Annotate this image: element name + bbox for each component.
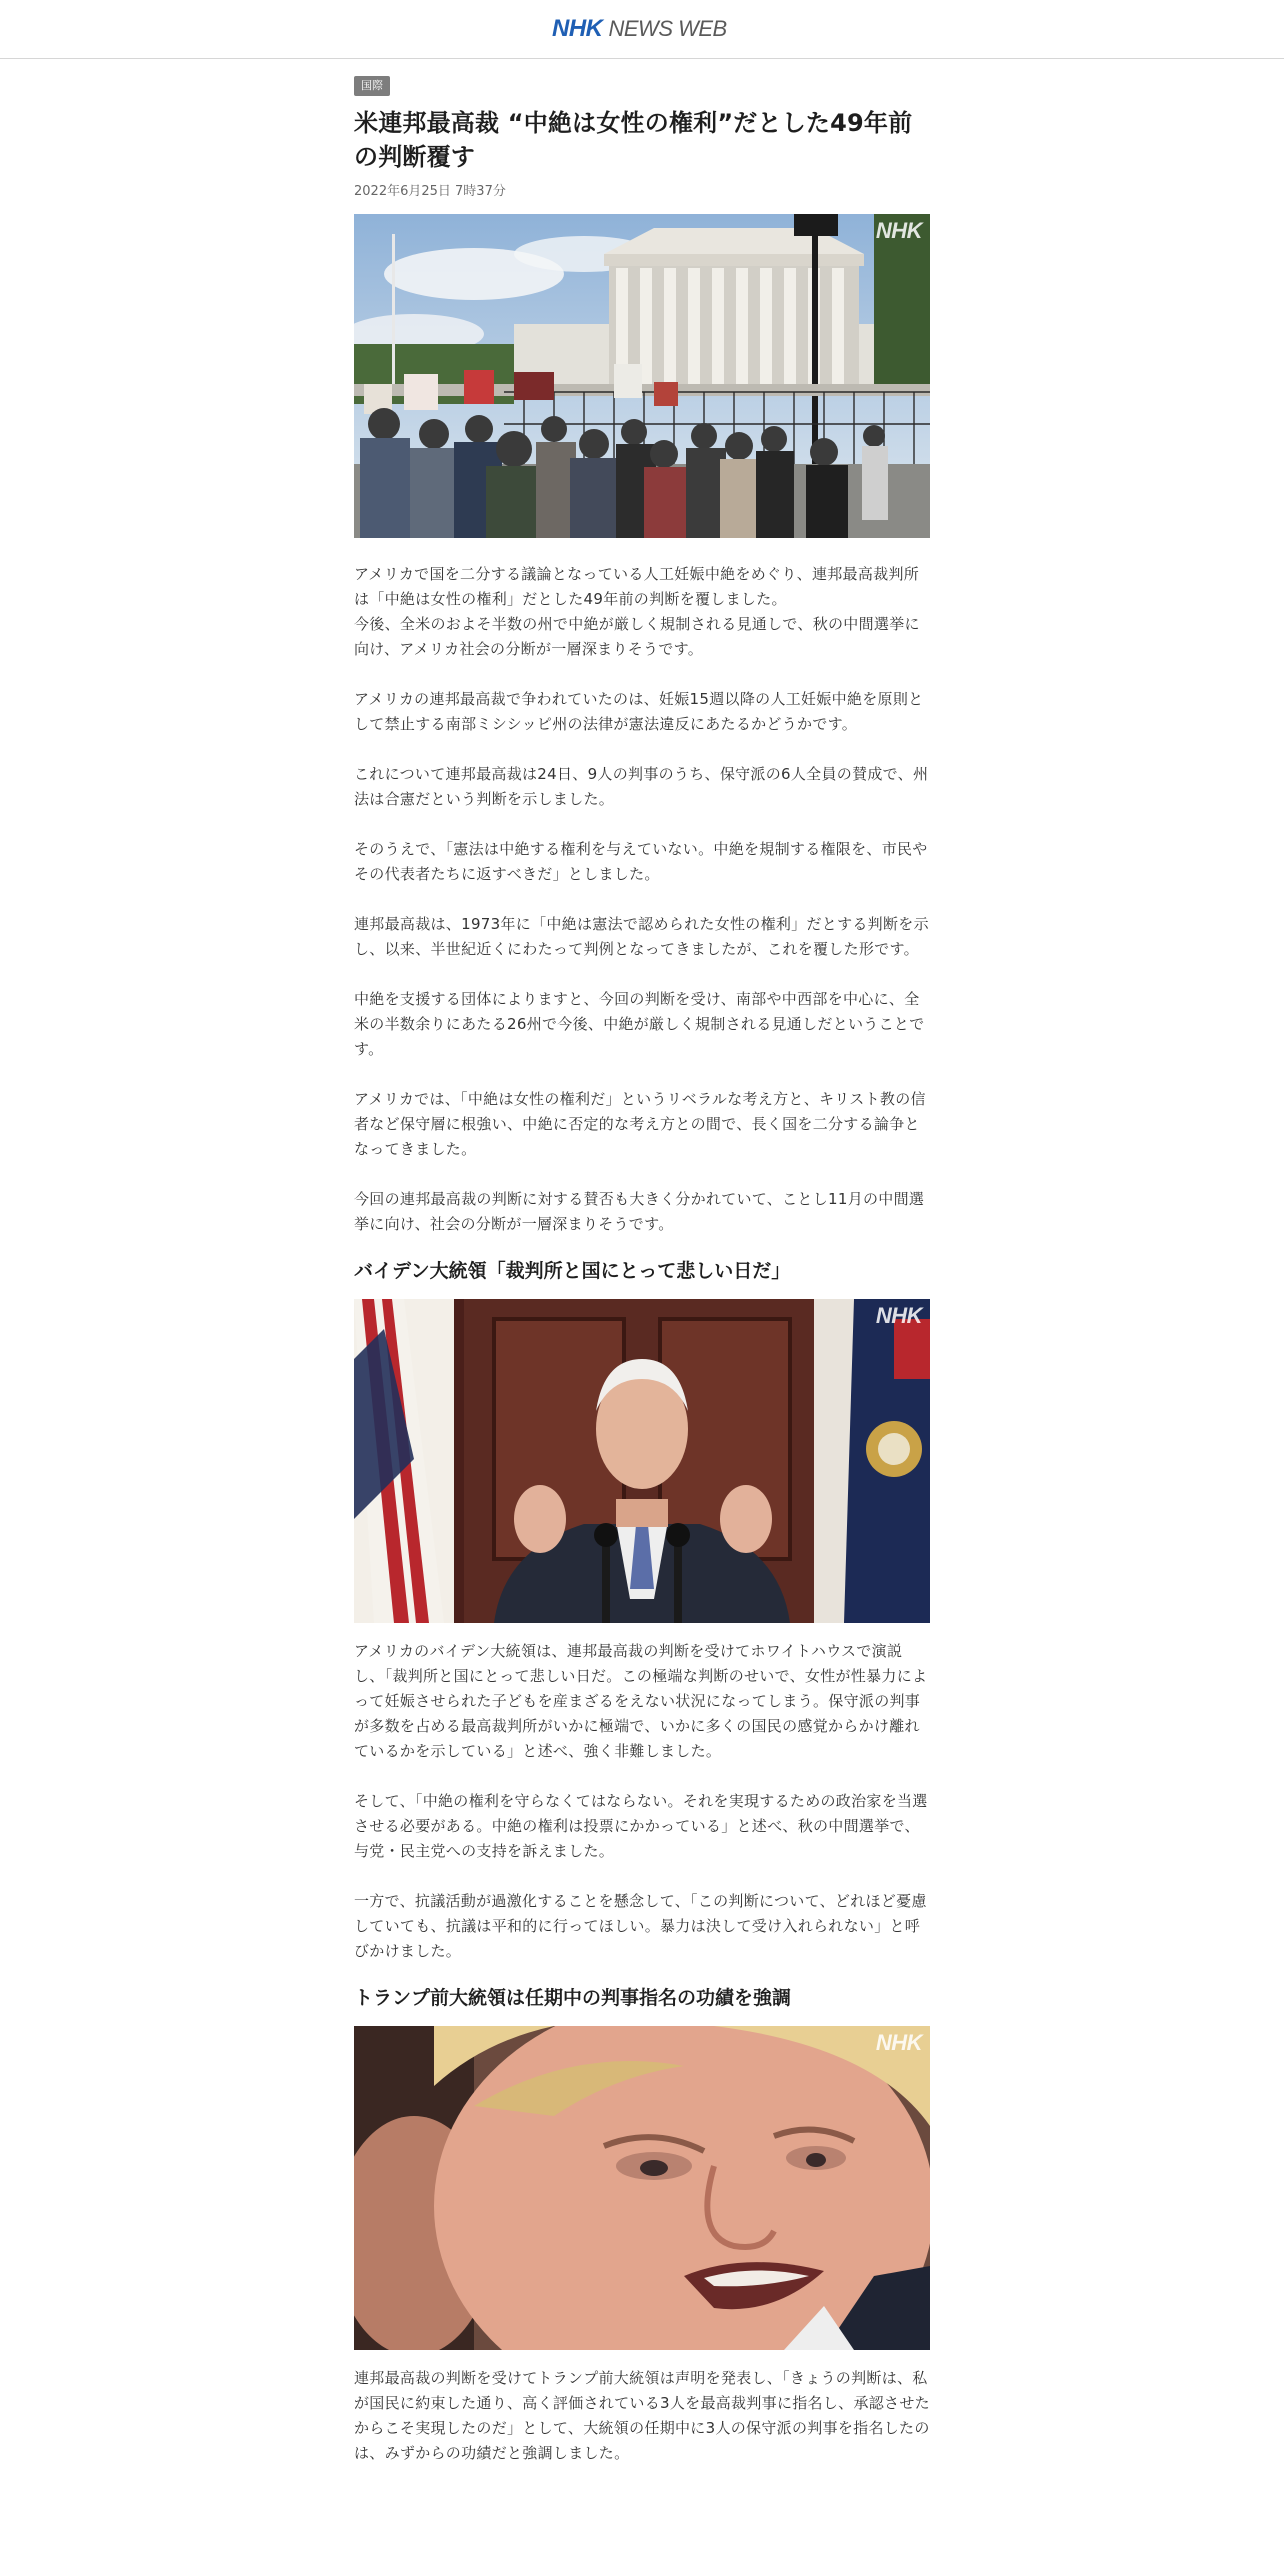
category-badge[interactable]: 国際	[354, 76, 390, 96]
paragraph: これについて連邦最高裁は24日、9人の判事のうち、保守派の6人全員の賛成で、州法は合憲だという判断を示しました。	[354, 765, 929, 808]
paragraph: そして、「中絶の権利を守らなくてはならない。それを実現するための政治家を当選させる必要がある。中絶の権利は投票にかかっている」と述べ、秋の中間選挙で、与党・民主党への支持を訴えました。	[354, 1792, 928, 1860]
trump-image	[354, 2026, 930, 2350]
biden-image	[354, 1299, 930, 1623]
logo-news-web-text: NEWS WEB	[608, 16, 727, 41]
paragraph: 中絶を支援する団体によりますと、今回の判断を受け、南部や中西部を中心に、全米の半数余りにあたる26州で今後、中絶が厳しく規制される見通しだということです。	[354, 990, 925, 1058]
supreme-court-photo	[354, 214, 930, 538]
nhk-news-web-logo[interactable]	[552, 14, 727, 44]
article	[354, 74, 930, 2466]
article-date: 2022年6月25日 7時37分	[354, 184, 506, 199]
nhk-watermark: NHK	[875, 2030, 922, 2055]
section-heading-trump: トランプ前大統領は任期中の判事指名の功績を強調	[354, 1987, 792, 2009]
paragraph: アメリカの連邦最高裁で争われていたのは、妊娠15週以降の人工妊娠中絶を原則として禁止する南部ミシシッピ州の法律が憲法違反にあたるかどうかです。	[354, 690, 924, 733]
paragraph: アメリカで国を二分する議論となっている人工妊娠中絶をめぐり、連邦最高裁判所は「中絶は女性の権利」だとした49年前の判断を覆しました。 今後、全米のおよそ半数の州で中絶が厳しく規制される見通しで、秋の中間選挙に向け、アメリカ社会の分断が一層深まりそうです。	[354, 565, 920, 658]
paragraph: 一方で、抗議活動が過激化することを懸念して、「この判断について、どれほど憂慮していても、抗議は平和的に行ってほしい。暴力は決して受け入れられない」と呼びかけました。	[354, 1892, 927, 1960]
biden-photo	[354, 1299, 930, 1623]
article-body-section-1	[354, 562, 930, 1237]
paragraph: 連邦最高裁は、1973年に「中絶は憲法で認められた女性の権利」だとする判断を示し、以来、半世紀近くにわたって判例となってきましたが、これを覆した形です。	[354, 915, 929, 958]
nhk-watermark: NHK	[875, 1303, 922, 1328]
article-body-section-3	[354, 2366, 930, 2466]
paragraph: アメリカでは、「中絶は女性の権利だ」というリベラルな考え方と、キリスト教の信者など保守層に根強い、中絶に否定的な考え方との間で、長く国を二分する論争となってきました。	[354, 1090, 926, 1158]
supreme-court-image	[354, 214, 930, 538]
logo-nhk-text: NHK	[552, 15, 603, 42]
article-title: 米連邦最高裁 “中絶は女性の権利”だとした49年前の判断覆す	[354, 109, 913, 171]
paragraph: 連邦最高裁の判断を受けてトランプ前大統領は声明を発表し、「きょうの判断は、私が国民に約束した通り、高く評価されている3人を最高裁判事に指名し、承認させたからこそ実現したのだ」として、大統領の任期中に3人の保守派の判事を指名したのは、みずからの功績だと強調しました。	[354, 2369, 930, 2462]
paragraph: そのうえで、「憲法は中絶する権利を与えていない。中絶を規制する権限を、市民やその代表者たちに返すべきだ」としました。	[354, 840, 928, 883]
article-body-section-2	[354, 1639, 930, 1964]
section-heading-biden: バイデン大統領「裁判所と国にとって悲しい日だ」	[354, 1260, 791, 1282]
paragraph: 今回の連邦最高裁の判断に対する賛否も大きく分かれていて、ことし11月の中間選挙に向け、社会の分断が一層深まりそうです。	[354, 1190, 925, 1233]
nhk-watermark: NHK	[875, 218, 922, 243]
site-header	[0, 0, 1284, 59]
paragraph: アメリカのバイデン大統領は、連邦最高裁の判断を受けてホワイトハウスで演説し、「裁判所と国にとって悲しい日だ。この極端な判断のせいで、女性が性暴力によって妊娠させられた子どもを産まざるをえない状況になってしまう。保守派の判事が多数を占める最高裁判所がいかに極端で、いかに多くの国民の感覚からかけ離れているかを示している」と述べ、強く非難しました。	[354, 1642, 928, 1760]
trump-photo	[354, 2026, 930, 2350]
